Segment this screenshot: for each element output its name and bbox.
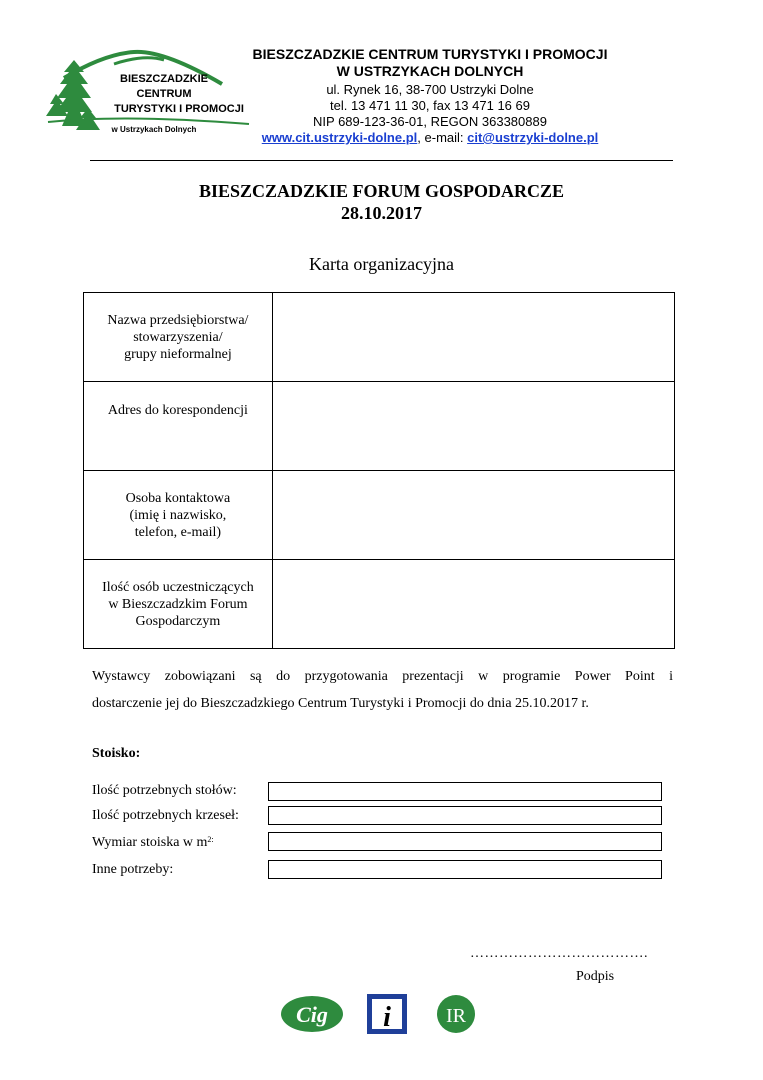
tables-count-input[interactable] [268,782,662,801]
tables-count-label: Ilość potrzebnych stołów: [92,783,237,798]
table-row [84,471,675,560]
logo-text-line1: BIESZCZADZKIE [120,73,208,85]
chairs-count-label: Ilość potrzebnych krzeseł: [92,808,239,823]
stand-size-input[interactable] [268,832,662,851]
address-label [84,382,273,471]
exhibitor-notice [92,663,673,717]
notice-line1: Wystawcy zobowiązani są do przygotowania prezentacji w programie Power Point i [92,669,673,684]
organization-table [83,292,675,649]
company-name-label [84,293,273,382]
label-line: Nazwa przedsiębiorstwa/ [107,312,249,328]
stand-size-superscript: 2: [207,835,214,844]
label-line: stowarzyszenia/ [133,329,223,345]
contact-person-label [84,471,273,560]
label-line: Osoba kontaktowa [125,490,231,506]
logo-text-line2: CENTRUM [136,88,192,100]
document-title: BIESZCZADZKIE FORUM GOSPODARCZE [198,181,565,201]
bctip-logo [44,42,256,142]
info-logo [367,992,407,1034]
label-line: Adres do korespondencji [107,403,248,418]
signature-label: Podpis [576,969,615,984]
ir-logo-text: IR [446,1005,466,1027]
table-row [84,293,675,382]
company-name-field[interactable] [272,293,674,382]
info-logo-text: i [383,1002,391,1033]
other-needs-input[interactable] [268,860,662,879]
stand-size-label [92,835,214,851]
label-line: grupy nieformalnej [124,346,232,362]
org-contact-links [230,129,630,146]
org-address: ul. Rynek 16, 38-700 Ustrzyki Dolne [326,82,534,97]
email-link[interactable]: cit@ustrzyki-dolne.pl [467,130,599,145]
contact-person-field[interactable] [272,471,674,560]
header-divider [90,160,673,161]
logo-text-line4: w Ustrzykach Dolnych [111,125,197,134]
label-line: Gospodarczym [135,613,221,629]
signature-line[interactable]: ………………………………. [470,946,648,961]
cig-logo [280,992,344,1034]
participants-count-field[interactable] [272,560,674,649]
document-subtitle: Karta organizacyjna [308,254,455,274]
logo-text-line3: TURYSTYKI I PROMOCJI [114,103,244,115]
notice-line2: dostarczenie jej do Bieszczadzkiego Centrum Turystyki i Promocji do dnia 25.10.2017 r. [92,696,589,711]
address-field[interactable] [272,382,674,471]
participants-count-label [84,560,273,649]
stand-heading: Stoisko: [92,746,141,761]
cig-logo-text: Cig [296,1002,328,1027]
stand-size-text: Wymiar stoiska w m [92,835,208,850]
org-ids: NIP 689-123-36-01, REGON 363380889 [313,114,547,129]
ir-logo [435,992,477,1034]
chairs-count-input[interactable] [268,806,662,825]
email-prefix: , e-mail: [417,130,468,145]
website-link[interactable]: www.cit.ustrzyki-dolne.pl [261,130,418,145]
org-line2: W USTRZYKACH DOLNYCH [336,63,524,79]
label-line: (imię i nazwisko, [129,507,227,523]
other-needs-label: Inne potrzeby: [92,862,174,877]
organization-name [230,46,630,80]
table-row [84,560,675,649]
label-line: Ilość osób uczestniczących [102,579,254,595]
table-row [84,382,675,471]
label-line: w Bieszczadzkim Forum [108,596,248,612]
mountain-tree-logo-icon [44,42,256,142]
cig-logo-icon [280,992,344,1034]
label-line: telefon, e-mail) [134,524,222,540]
info-icon [367,992,407,1034]
ir-logo-icon [435,992,477,1034]
org-line1: BIESZCZADZKIE CENTRUM TURYSTYKI I PROMOCJI [252,46,608,62]
document-date: 28.10.2017 [341,203,422,223]
org-phone: tel. 13 471 11 30, fax 13 471 16 69 [330,98,530,113]
